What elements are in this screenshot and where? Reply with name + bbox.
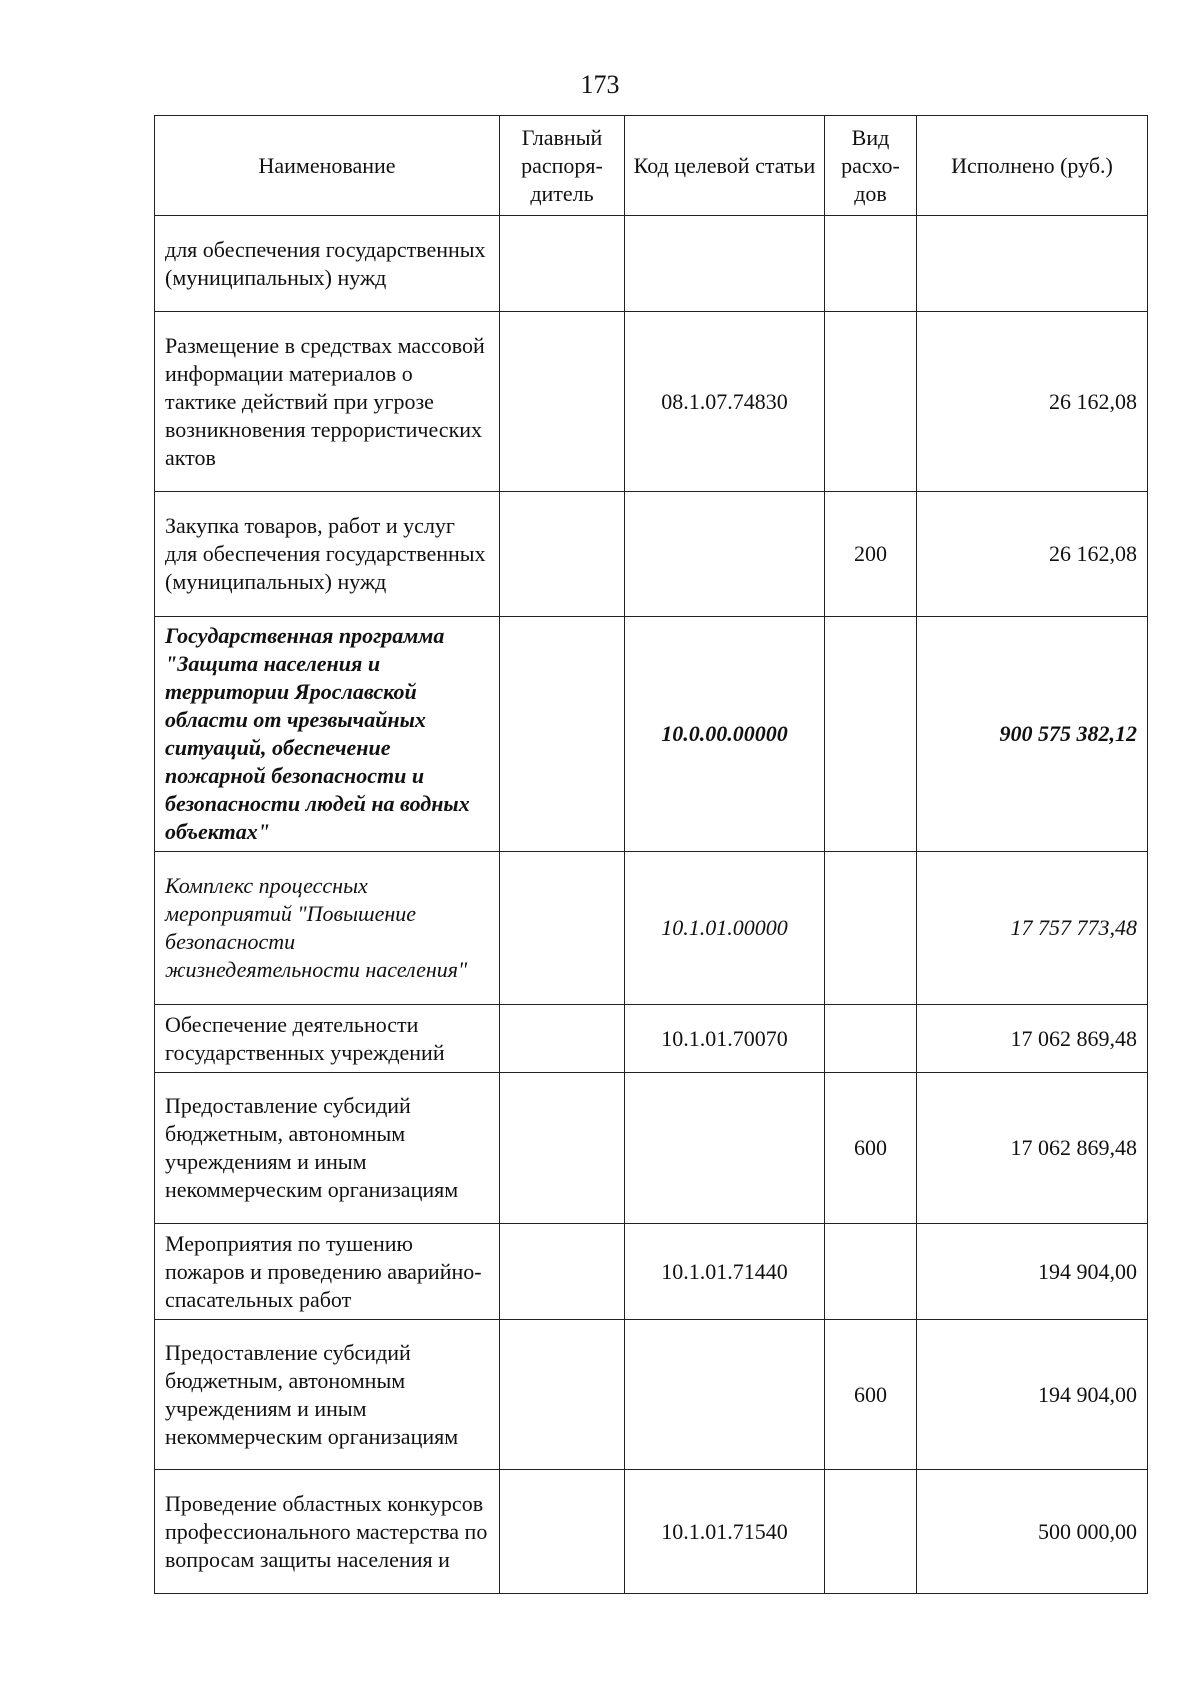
row-type: 200	[825, 492, 917, 617]
row-amount: 26 162,08	[917, 492, 1148, 617]
row-amount: 194 904,00	[917, 1224, 1148, 1320]
row-amount: 900 575 382,12	[917, 617, 1148, 852]
row-amount: 500 000,00	[917, 1470, 1148, 1594]
row-code	[625, 1320, 825, 1470]
row-name: Проведение областных конкурсов профессионального мастерства по вопросам защиты населения и	[155, 1470, 500, 1594]
table-header-row	[155, 116, 1148, 216]
budget-table	[154, 115, 1148, 1594]
row-amount: 17 062 869,48	[917, 1073, 1148, 1224]
table-row	[155, 1470, 1148, 1594]
row-name: Закупка товаров, работ и услуг для обеспечения государственных (муниципальных) нужд	[155, 492, 500, 617]
row-code: 10.1.01.71440	[625, 1224, 825, 1320]
table-row	[155, 1005, 1148, 1073]
row-manager	[500, 312, 625, 492]
row-amount: 26 162,08	[917, 312, 1148, 492]
row-manager	[500, 1320, 625, 1470]
row-code	[625, 216, 825, 312]
header-code: Код целевой статьи	[625, 116, 825, 216]
table-row	[155, 1320, 1148, 1470]
row-name: Обеспечение деятельности государственных учреждений	[155, 1005, 500, 1073]
header-manager: Главный распоря-дитель	[500, 116, 625, 216]
row-type	[825, 1470, 917, 1594]
row-manager	[500, 852, 625, 1005]
row-name: Мероприятия по тушению пожаров и проведению аварийно-спасательных работ	[155, 1224, 500, 1320]
row-code	[625, 492, 825, 617]
row-manager	[500, 1470, 625, 1594]
row-type	[825, 312, 917, 492]
row-manager	[500, 617, 625, 852]
row-name: Государственная программа "Защита населения и территории Ярославской области от чрезвычайных ситуаций, обеспечение пожарной безопасности и безопасности людей на водных объектах"	[155, 617, 500, 852]
row-code: 10.1.01.00000	[625, 852, 825, 1005]
row-code: 10.1.01.70070	[625, 1005, 825, 1073]
row-code: 08.1.07.74830	[625, 312, 825, 492]
row-type	[825, 1224, 917, 1320]
row-code: 10.0.00.00000	[625, 617, 825, 852]
row-manager	[500, 1073, 625, 1224]
row-name: для обеспечения государственных (муниципальных) нужд	[155, 216, 500, 312]
table-row	[155, 216, 1148, 312]
table-row	[155, 312, 1148, 492]
row-type: 600	[825, 1073, 917, 1224]
row-name: Размещение в средствах массовой информации материалов о тактике действий при угрозе возникновения террористических актов	[155, 312, 500, 492]
row-name: Предоставление субсидий бюджетным, автономным учреждениям и иным некоммерческим организациям	[155, 1073, 500, 1224]
header-amount: Исполнено (руб.)	[917, 116, 1148, 216]
table-row-complex	[155, 852, 1148, 1005]
row-name: Комплекс процессных мероприятий "Повышение безопасности жизнедеятельности населения"	[155, 852, 500, 1005]
row-amount: 17 062 869,48	[917, 1005, 1148, 1073]
row-manager	[500, 1005, 625, 1073]
row-code	[625, 1073, 825, 1224]
row-amount	[917, 216, 1148, 312]
row-manager	[500, 492, 625, 617]
table-row	[155, 1224, 1148, 1320]
row-type: 600	[825, 1320, 917, 1470]
table-row	[155, 492, 1148, 617]
table-row	[155, 1073, 1148, 1224]
page-number: 173	[580, 70, 620, 99]
row-manager	[500, 1224, 625, 1320]
row-type	[825, 216, 917, 312]
header-type: Вид расхо-дов	[825, 116, 917, 216]
row-type	[825, 852, 917, 1005]
header-name: Наименование	[155, 116, 500, 216]
row-type	[825, 617, 917, 852]
row-amount: 194 904,00	[917, 1320, 1148, 1470]
row-name: Предоставление субсидий бюджетным, автономным учреждениям и иным некоммерческим организациям	[155, 1320, 500, 1470]
row-type	[825, 1005, 917, 1073]
row-code: 10.1.01.71540	[625, 1470, 825, 1594]
row-amount: 17 757 773,48	[917, 852, 1148, 1005]
table-row-program	[155, 617, 1148, 852]
row-manager	[500, 216, 625, 312]
